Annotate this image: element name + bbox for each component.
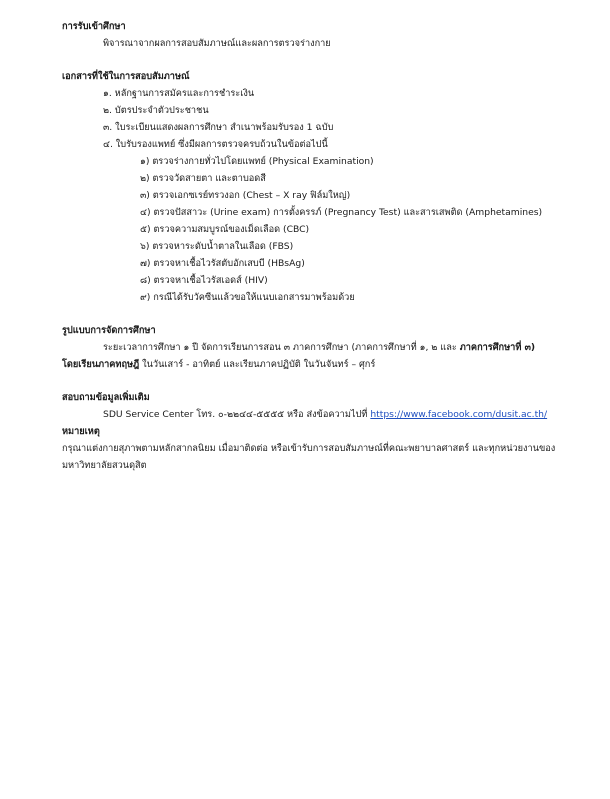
format-line-1 [103, 341, 535, 354]
note-heading: หมายเหตุ [62, 426, 100, 437]
note-line-2: มหาวิทยาลัยสวนดุสิต [62, 460, 147, 471]
medical-item: ๒) ตรวจวัดสายตา และตาบอดสี [140, 173, 266, 184]
facebook-link[interactable]: https://www.facebook.com/dusit.ac.th/ [370, 409, 548, 420]
format-term-3: ภาคการศึกษาที่ ๓) [459, 342, 536, 353]
medical-item: ๙) กรณีได้รับวัคซีนแล้วขอให้แนบเอกสารมาพร้อมด้วย [140, 292, 355, 303]
contact-text: SDU Service Center โทร. ๐-๒๒๔๔-๕๕๕๕ หรือ ส่งข้อความไปที่ [103, 409, 371, 420]
format-line-2 [62, 358, 375, 371]
medical-item: ๘) ตรวจหาเชื้อไวรัสเอดส์ (HIV) [140, 275, 268, 286]
format-text: ระยะเวลาการศึกษา ๑ ปี จัดการเรียนการสอน ๓ ภาคการศึกษา (ภาคการศึกษาที่ ๑, ๒ และ [103, 342, 460, 353]
note-line-1: กรุณาแต่งกายสุภาพตามหลักสากลนิยม เมื่อมาติดต่อ หรือเข้ารับการสอบสัมภาษณ์ที่คณะพยาบาลศาสตร์ และทุกหน่วยงานของ [62, 443, 556, 454]
medical-item: ๖) ตรวจหาระดับน้ำตาลในเลือด (FBS) [140, 241, 294, 252]
format-theory: โดยเรียนภาคทฤษฎี [62, 359, 140, 370]
document-item: ๔. ใบรับรองแพทย์ ซึ่งมีผลการตรวจครบถ้วนในข้อต่อไปนี้ [103, 139, 328, 150]
admission-heading: การรับเข้าศึกษา [62, 21, 126, 32]
documents-heading: เอกสารที่ใช้ในการสอบสัมภาษณ์ [62, 71, 190, 82]
medical-item: ๕) ตรวจความสมบูรณ์ของเม็ดเลือด (CBC) [140, 224, 310, 235]
contact-heading: สอบถามข้อมูลเพิ่มเติม [62, 392, 150, 403]
medical-item: ๗) ตรวจหาเชื้อไวรัสตับอักเสบบี (HBsAg) [140, 258, 305, 269]
admission-text: พิจารณาจากผลการสอบสัมภาษณ์และผลการตรวจร่างกาย [103, 38, 331, 49]
medical-item: ๑) ตรวจร่างกายทั่วไปโดยแพทย์ (Physical Examination) [140, 156, 374, 167]
format-heading: รูปแบบการจัดการศึกษา [62, 325, 156, 336]
document-item: ๒. บัตรประจำตัวประชาชน [103, 105, 209, 116]
medical-item: ๔) ตรวจปัสสาวะ (Urine exam) การตั้งครรภ์ (Pregnancy Test) และสารเสพติด (Amphetamines) [140, 207, 543, 218]
contact-line [103, 408, 547, 421]
medical-item: ๓) ตรวจเอกซเรย์ทรวงอก (Chest – X ray ฟิล์มใหญ่) [140, 190, 351, 201]
format-schedule: ในวันเสาร์ - อาทิตย์ และเรียนภาคปฏิบัติ ในวันจันทร์ – ศุกร์ [139, 359, 376, 370]
document-item: ๑. หลักฐานการสมัครและการชำระเงิน [103, 88, 255, 99]
document-item: ๓. ใบระเบียนแสดงผลการศึกษา สำเนาพร้อมรับรอง 1 ฉบับ [103, 122, 334, 133]
